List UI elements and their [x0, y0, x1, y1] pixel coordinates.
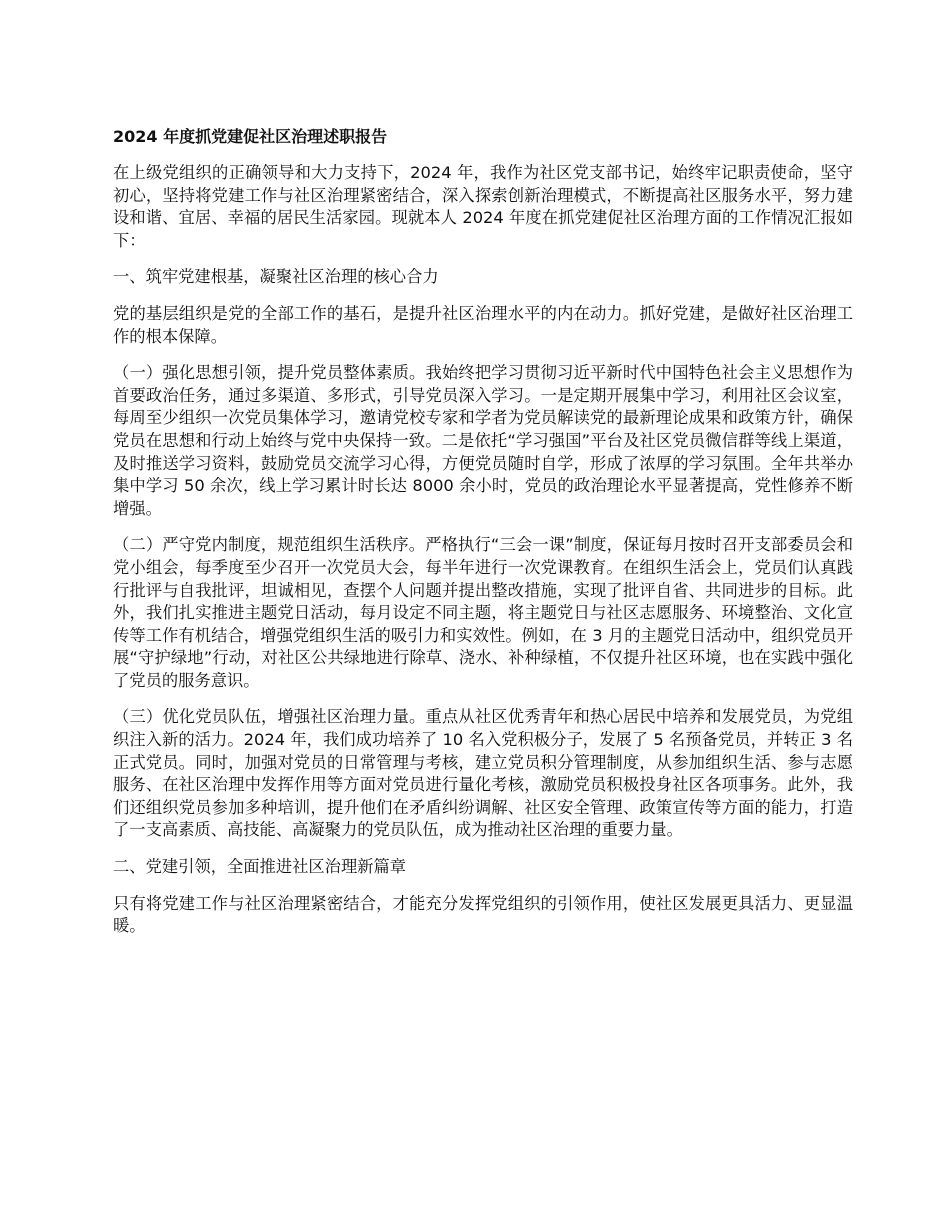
section-1-paragraph-1: （一）强化思想引领，提升党员整体素质。我始终把学习贯彻习近平新时代中国特色社会主义思想作为首要政治任务，通过多渠道、多形式，引导党员深入学习。一是定期开展集中学习，利用社区会议室，每周至少组织一次党员集体学习，邀请党校专家和学者为党员解读党的最新理论成果和政策方针，确保党员在思想和行动上始终与党中央保持一致。二是依托“学习强国”平台及社区党员微信群等线上渠道，及时推送学习资料，鼓励党员交流学习心得，方便党员随时自学，形成了浓厚的学习氛围。全年共举办集中学习 50 余次，线上学习累计时长达 8000 余小时，党员的政治理论水平显著提高，党性修养不断增强。	[113, 363, 853, 518]
section-1-paragraph-3: （三）优化党员队伍，增强社区治理力量。重点从社区优秀青年和热心居民中培养和发展党员，为党组织注入新的活力。2024 年，我们成功培养了 10 名入党积极分子，发展了 5 名预备党员，并转正 3 名正式党员。同时，加强对党员的日常管理与考核，建立党员积分管理制度，从参加组织生活、参与志愿服务、在社区治理中发挥作用等方面对党员进行量化考核，激励党员积极投身社区各项事务。此外，我们还组织党员参加多种培训，提升他们在矛盾纠纷调解、社区安全管理、政策宣传等方面的能力，打造了一支高素质、高技能、高凝聚力的党员队伍，成为推动社区治理的重要力量。	[113, 707, 853, 840]
section-2-heading: 二、党建引领，全面推进社区治理新篇章	[113, 857, 407, 877]
section-1-paragraph-2: （二）严守党内制度，规范组织生活秩序。严格执行“三会一课”制度，保证每月按时召开支部委员会和党小组会，每季度至少召开一次党员大会，每半年进行一次党课教育。在组织生活会上，党员们认真践行批评与自我批评，坦诚相见，查摆个人问题并提出整改措施，实现了批评自省、共同进步的目标。此外，我们扎实推进主题党日活动，每月设定不同主题，将主题党日与社区志愿服务、环境整治、文化宣传等工作有机结合，增强党组织生活的吸引力和实效性。例如，在 3 月的主题党日活动中，组织党员开展“守护绿地”行动，对社区公共绿地进行除草、浇水、补种绿植，不仅提升社区环境，也在实践中强化了党员的服务意识。	[113, 535, 853, 690]
section-1-intro-paragraph: 党的基层组织是党的全部工作的基石，是提升社区治理水平的内在动力。抓好党建，是做好社区治理工作的根本保障。	[113, 303, 853, 346]
intro-paragraph: 在上级党组织的正确领导和大力支持下，2024 年，我作为社区党支部书记，始终牢记职责使命，坚守初心，坚持将党建工作与社区治理紧密结合，深入探索创新治理模式，不断提高社区服务水平，努力建设和谐、宜居、幸福的居民生活家园。现就本人 2024 年度在抓党建促社区治理方面的工作情况汇报如下：	[113, 163, 853, 250]
section-2-intro-paragraph: 只有将党建工作与社区治理紧密结合，才能充分发挥党组织的引领作用，使社区发展更具活力、更显温暖。	[113, 893, 853, 936]
document-page	[113, 126, 853, 952]
section-1-heading: 一、筑牢党建根基，凝聚社区治理的核心合力	[113, 267, 439, 287]
document-title: 2024 年度抓党建促社区治理述职报告	[113, 127, 388, 146]
